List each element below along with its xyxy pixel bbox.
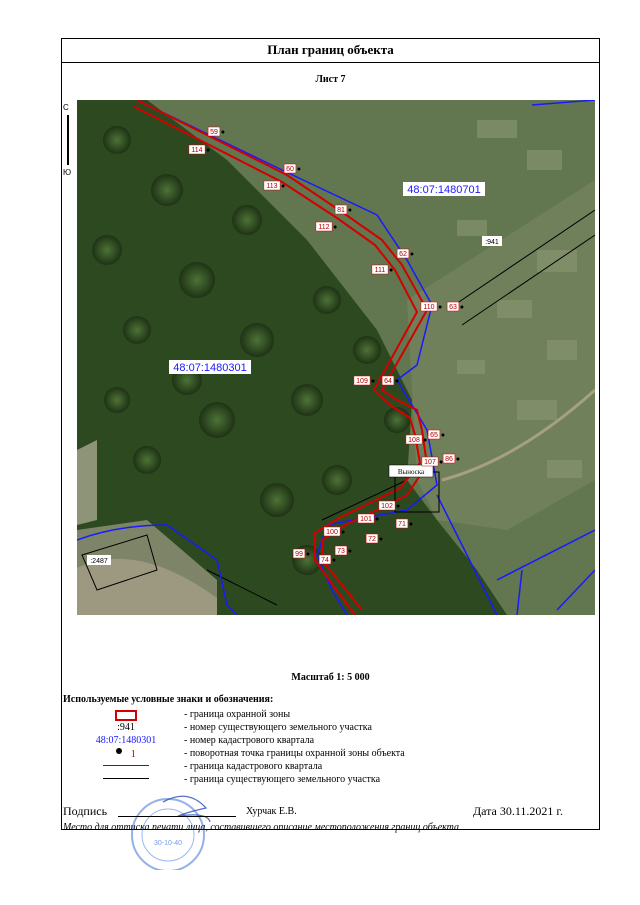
legend-row-parcel-border (70, 774, 590, 787)
map-image (77, 100, 595, 615)
point-dot-icon (116, 748, 122, 754)
point-label: 72 (368, 536, 376, 543)
signature-line (118, 816, 236, 817)
point-dot-icon (424, 439, 427, 442)
signature-name: Хурчак Е.В. (246, 806, 297, 817)
point-dot-icon (348, 550, 351, 553)
parcel-label-2487: :2487 (90, 558, 108, 565)
point-dot-icon (441, 434, 444, 437)
point-label: 113 (266, 183, 278, 190)
point-label: 107 (424, 459, 436, 466)
legend-text: - граница кадастрового квартала (184, 761, 323, 772)
point-dot-icon (372, 380, 375, 383)
signature-row (63, 804, 600, 818)
point-label: 100 (326, 529, 338, 536)
parcel-label-1480301: 48:07:1480301 (173, 362, 247, 374)
point-label: 71 (398, 521, 406, 528)
point-label: 73 (337, 548, 345, 555)
stamp-place-note: Место для оттиска печати лица, составившего описание местоположения границ объекта (63, 822, 460, 833)
point-label: 111 (374, 267, 386, 274)
point-dot-icon (395, 380, 398, 383)
legend-point-symbol (70, 748, 182, 761)
legend-text: - номер существующего земельного участка (184, 722, 372, 733)
legend-symbol: 48:07:1480301 (95, 735, 157, 746)
point-dot-icon (221, 131, 224, 134)
legend-symbol: :941 (117, 722, 135, 733)
point-dot-icon (376, 518, 379, 521)
point-dot-icon (460, 306, 463, 309)
page-title: План границ объекта (61, 38, 600, 63)
point-label: 74 (321, 557, 329, 564)
point-label: 99 (295, 551, 303, 558)
zone-symbol-icon (70, 709, 182, 722)
point-label: 86 (445, 456, 453, 463)
point-label: 112 (318, 224, 330, 231)
point-label: 59 (210, 129, 218, 136)
map-scale: Масштаб 1: 5 000 (291, 672, 370, 683)
legend-text: - поворотная точка границы охранной зоны объекта (184, 748, 405, 759)
quarter-line-icon (70, 761, 182, 774)
signature-date: Дата 30.11.2021 г. (472, 804, 563, 818)
sheet-number: Лист 7 (315, 74, 346, 85)
point-label: 81 (337, 207, 345, 214)
parcel-line-icon (70, 774, 182, 787)
point-label: 65 (430, 432, 438, 439)
legend-row-quarter-number (70, 735, 590, 748)
point-dot-icon (332, 559, 335, 562)
point-label: 101 (360, 516, 372, 523)
point-dot-icon (379, 538, 382, 541)
legend-row-zone (70, 709, 590, 722)
parcel-label-1480701: 48:07:1480701 (407, 184, 481, 196)
point-dot-icon (342, 531, 345, 534)
point-dot-icon (207, 149, 210, 152)
point-dot-icon (334, 226, 337, 229)
point-label: 109 (356, 378, 368, 385)
legend-row-point (70, 748, 590, 761)
legend-row-parcel-number (70, 722, 590, 735)
point-dot-icon (282, 185, 285, 188)
compass-arrow-icon (67, 115, 69, 165)
point-dot-icon (390, 269, 393, 272)
point-label: 110 (423, 304, 435, 311)
legend-text: - граница существующего земельного участка (184, 774, 381, 785)
point-dot-icon (440, 461, 443, 464)
point-label: 102 (381, 503, 393, 510)
point-dot-icon (297, 168, 300, 171)
point-label: 114 (191, 147, 203, 154)
legend-text: - номер кадастрового квартала (184, 735, 315, 746)
legend-row-quarter-border (70, 761, 590, 774)
legend-symbol: 1 (130, 749, 136, 760)
parcel-label-941: :941 (485, 239, 499, 246)
point-dot-icon (348, 209, 351, 212)
point-label: 64 (384, 378, 392, 385)
point-label: 108 (408, 437, 420, 444)
compass-north-label: С (63, 103, 69, 112)
legend-title: Используемые условные знаки и обозначения: (63, 694, 274, 705)
point-dot-icon (306, 553, 309, 556)
point-dot-icon (410, 253, 413, 256)
svg-text:30-10-40: 30-10-40 (153, 840, 183, 847)
point-label: 63 (449, 304, 457, 311)
point-dot-icon (409, 523, 412, 526)
point-dot-icon (439, 306, 442, 309)
point-label: 60 (286, 166, 294, 173)
compass-south-label: Ю (63, 168, 72, 177)
callout-label: Выноска (397, 468, 425, 476)
point-dot-icon (456, 458, 459, 461)
legend-text: - граница охранной зоны (184, 709, 291, 720)
point-label: 62 (399, 251, 407, 258)
point-dot-icon (397, 505, 400, 508)
signature-label: Подпись (63, 804, 108, 818)
